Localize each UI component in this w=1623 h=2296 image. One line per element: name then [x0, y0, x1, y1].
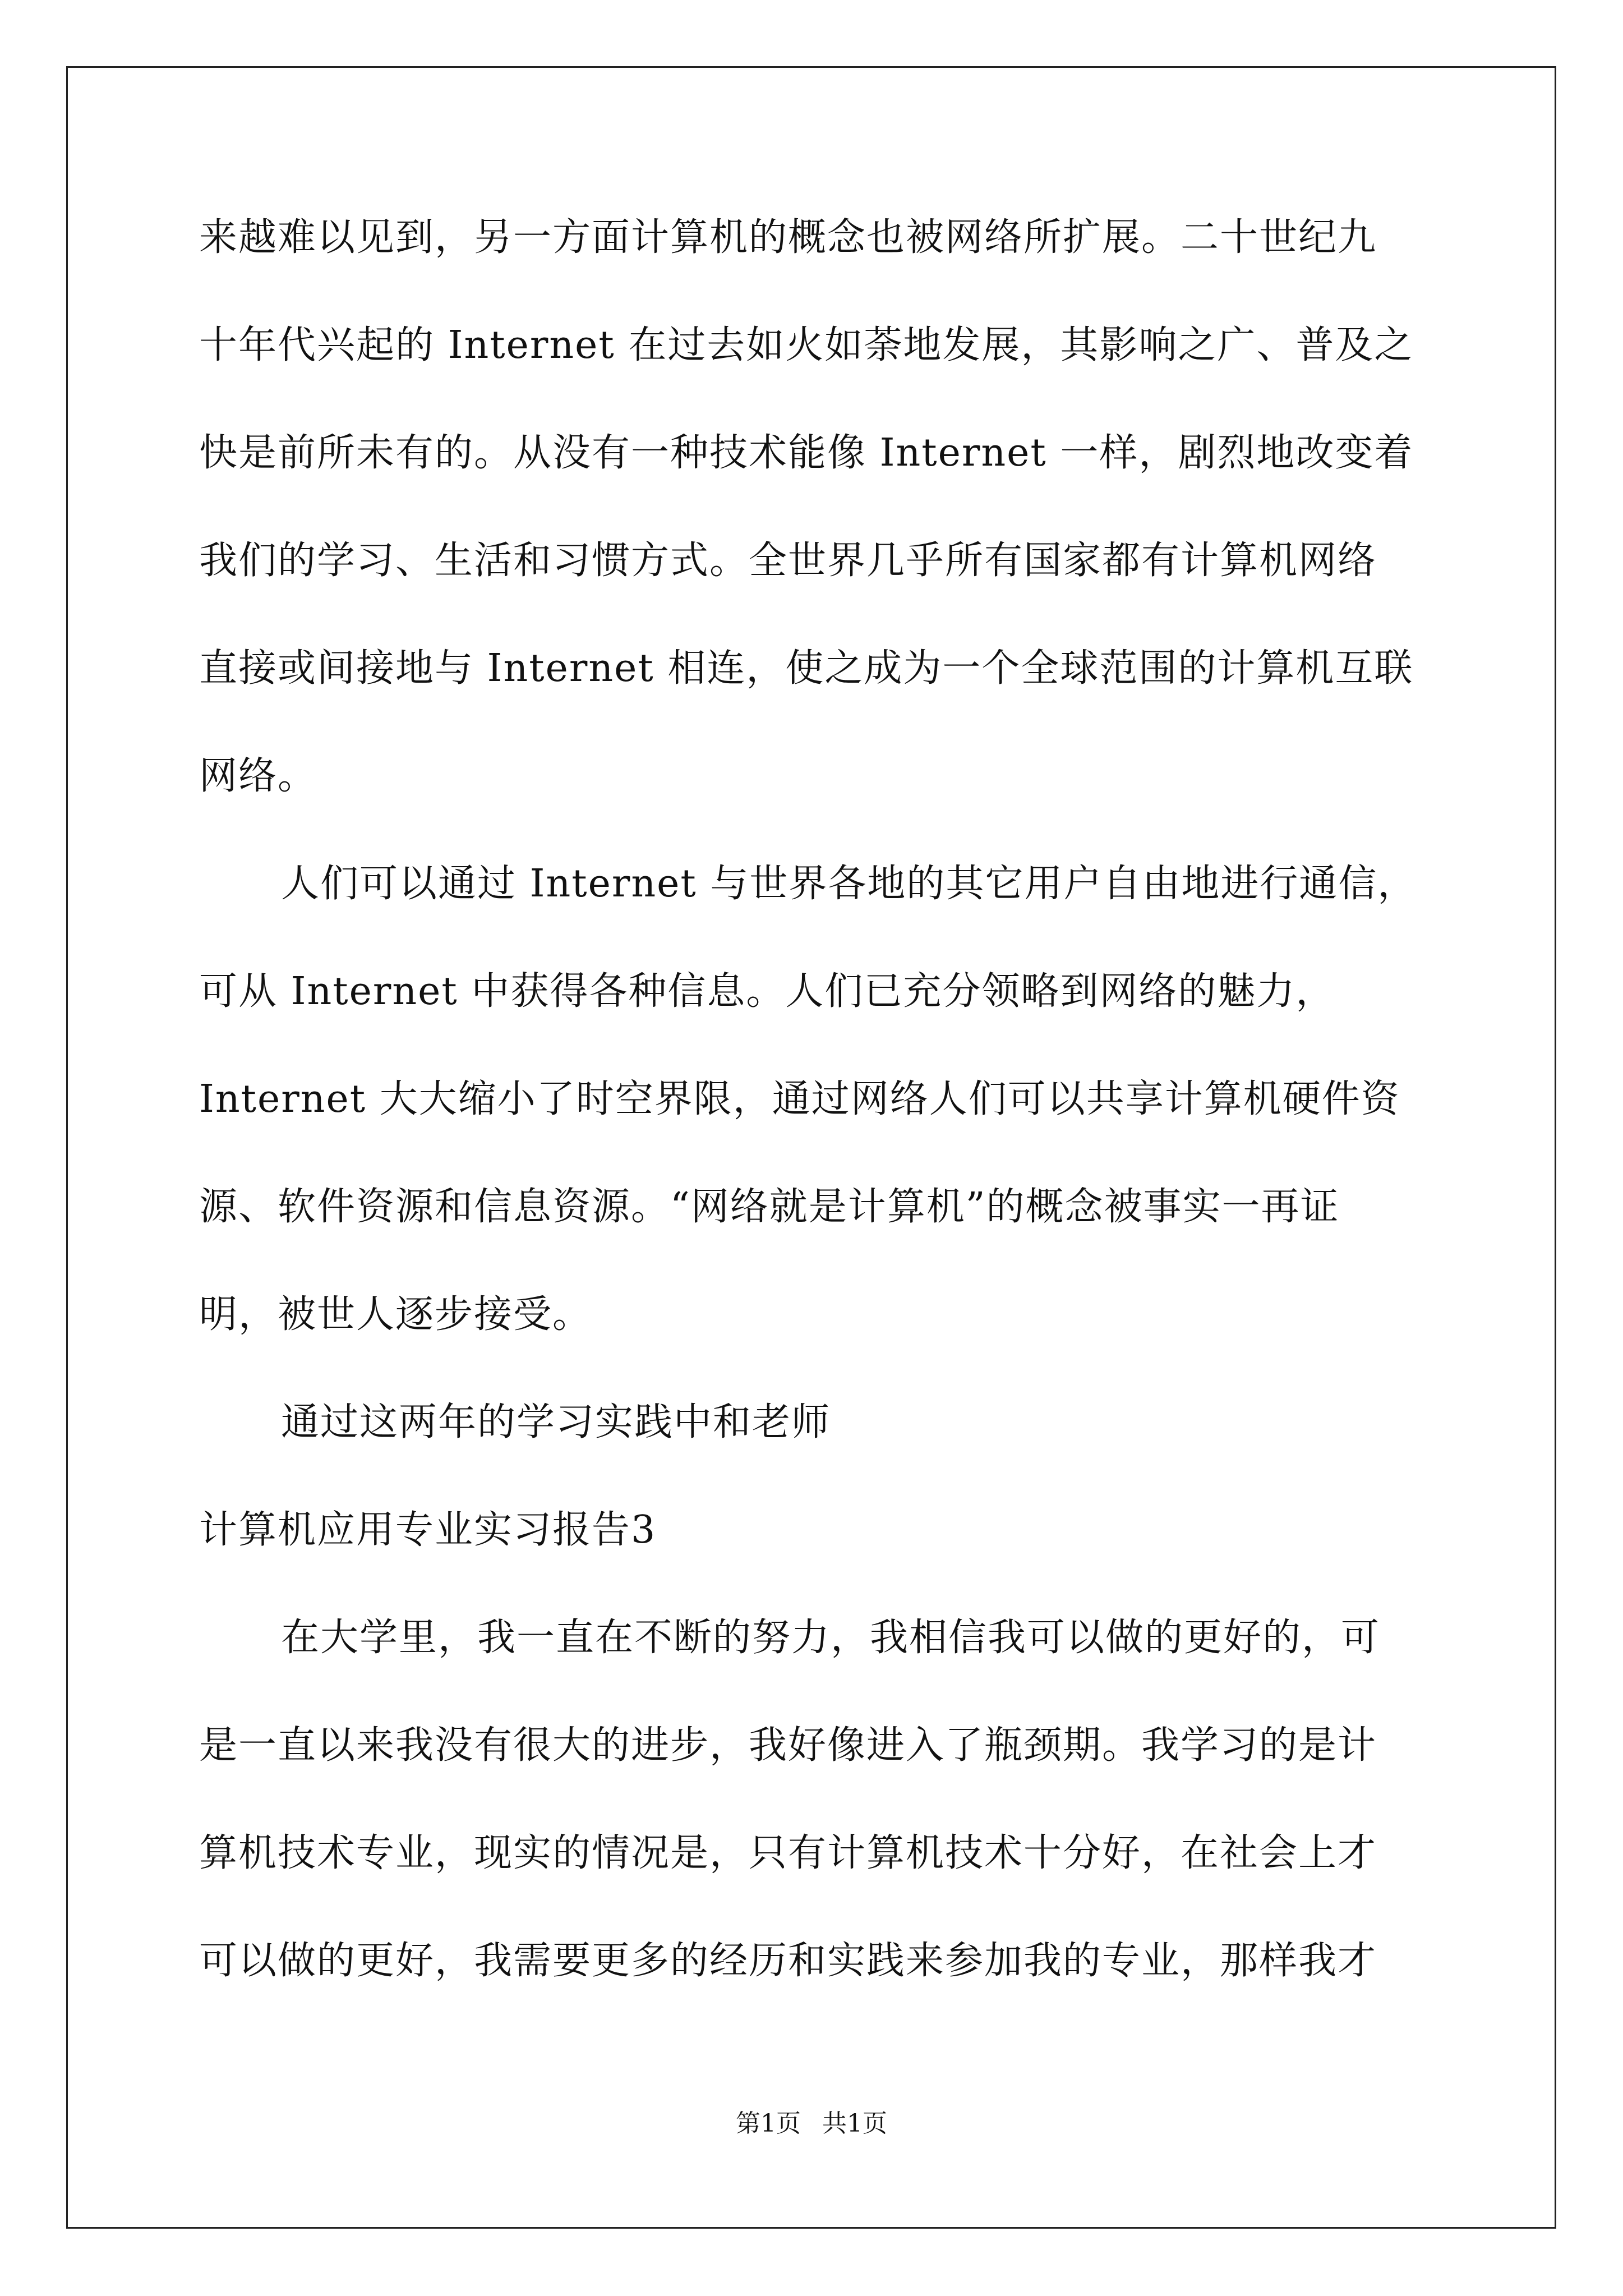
- text-line: 可从 Internet 中获得各种信息。人们已充分领略到网络的魅力，: [199, 969, 1335, 1014]
- text-line: 源、软件资源和信息资源。“网络就是计算机”的概念被事实一再证: [199, 1185, 1340, 1229]
- text-line: 我们的学习、生活和习惯方式。全世界几乎所有国家都有计算机网络: [199, 539, 1377, 583]
- text-line: 明，被世人逐步接受。: [199, 1292, 592, 1337]
- page-number-current: 第1页: [736, 2109, 801, 2138]
- paragraph-start-line: 在大学里，我一直在不断的努力，我相信我可以做的更好的，可: [281, 1616, 1381, 1660]
- paragraph-start-line: 人们可以通过 Internet 与世界各地的其它用户自由地进行通信，: [281, 862, 1417, 906]
- text-line: 来越难以见到，另一方面计算机的概念也被网络所扩展。二十世纪九: [199, 215, 1377, 260]
- page-footer: [0, 2111, 1623, 2136]
- text-line: 直接或间接地与 Internet 相连，使之成为一个全球范围的计算机互联: [199, 646, 1414, 691]
- text-line: Internet 大大缩小了时空界限，通过网络人们可以共享计算机硬件资: [199, 1077, 1400, 1121]
- text-line: 是一直以来我没有很大的进步，我好像进入了瓶颈期。我学习的是计: [199, 1723, 1377, 1768]
- paragraph-start-line: 通过这两年的学习实践中和老师: [281, 1400, 831, 1444]
- text-line: 可以做的更好，我需要更多的经历和实践来参加我的专业，那样我才: [199, 1939, 1377, 1983]
- text-line: 网络。: [199, 754, 317, 798]
- text-line: 算机技术专业，现实的情况是，只有计算机技术十分好，在社会上才: [199, 1831, 1377, 1875]
- text-line: 十年代兴起的 Internet 在过去如火如荼地发展，其影响之广、普及之: [199, 323, 1414, 367]
- document-body: [199, 215, 1433, 2050]
- text-line: 快是前所未有的。从没有一种技术能像 Internet 一样，剧烈地改变着: [199, 431, 1414, 475]
- section-heading: 计算机应用专业实习报告3: [199, 1508, 657, 1552]
- page-number-total: 共1页: [822, 2109, 887, 2138]
